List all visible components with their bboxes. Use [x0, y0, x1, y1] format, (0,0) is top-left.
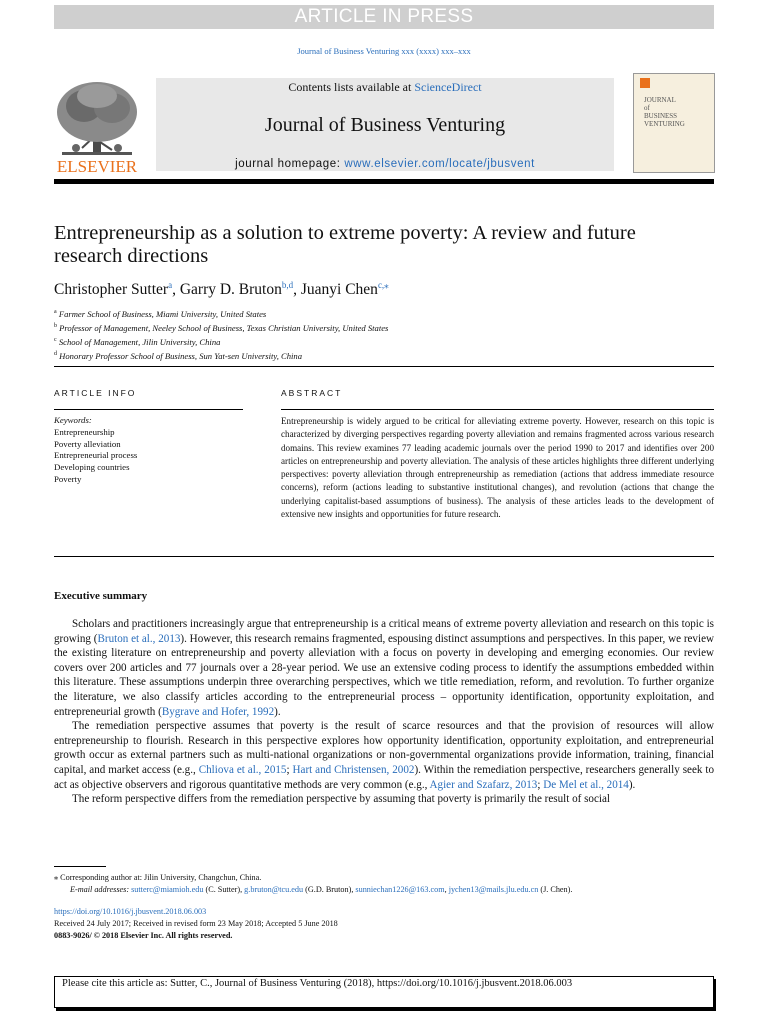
journal-cover-thumbnail[interactable]: JOURNAL of BUSINESS VENTURING — [633, 73, 715, 173]
publication-info — [54, 906, 338, 942]
journal-title: Journal of Business Venturing — [264, 114, 506, 136]
corresponding-author-note: ⁎ Corresponding author at: Jilin University, Changchun, China. — [54, 873, 262, 882]
executive-summary-body — [54, 617, 714, 807]
citation-link[interactable]: Bygrave and Hofer, 1992 — [161, 705, 275, 718]
abstract-text: Entrepreneurship is widely argued to be critical for alleviating extreme poverty. However, research on this topic is characterized by diverging perspectives regarding poverty alleviation and remains fragmented across various research domains. This review examines 77 leading academic journals over the period 1990 to 2017 and identifies over 200 articles on entrepreneurship and poverty alleviation. The analysis of these articles highlights three different underlying perspectives: poverty alleviation through entrepreneurship as remediation (actions that address immediate resource concerns), reform (actions leading to substantive institutional changes), and revolution (actions that change the underlying capitalist-based assumptions of business). The analysis of these articles leads to the development of extensive new insights and opportunities for future research. — [281, 416, 714, 520]
citation-box — [54, 976, 714, 1008]
elsevier-wordmark: ELSEVIER — [56, 157, 138, 176]
citation-link[interactable]: De Mel et al., 2014 — [543, 778, 629, 791]
abstract-rule — [281, 409, 714, 410]
cover-logo-icon — [640, 78, 650, 88]
affiliation: $^b$ Professor of Management, Neeley School of Business, Texas Christian University, United States — [54, 322, 389, 333]
article-title: Entrepreneurship as a solution to extreme poverty: A review and future research directions — [54, 222, 636, 267]
email-link[interactable]: sunniechan1226@163.com — [355, 885, 445, 894]
citation-text: Please cite this article as: Sutter, C., Journal of Business Venturing (2018), https://doi.org/10.1016/j.jbusvent.2018.06.003 — [62, 978, 573, 989]
email-link[interactable]: g.bruton@tcu.edu — [244, 885, 304, 894]
affiliation: $^a$ Farmer School of Business, Miami University, United States — [54, 308, 267, 319]
author-affiliation-sup[interactable]: b,d — [281, 280, 294, 290]
email-link[interactable]: jychen13@mails.jlu.edu.cn — [448, 885, 539, 894]
article-in-press-banner: ARTICLE IN PRESS — [54, 5, 714, 29]
citation-link[interactable]: Agier and Szafarz, 2013 — [429, 778, 538, 791]
journal-citation-link[interactable]: Journal of Business Venturing xxx (xxxx) xxx–xxx — [297, 46, 471, 56]
citation-link[interactable]: Bruton et al., 2013 — [97, 632, 181, 645]
email-addresses: E-mail addresses: sutterc@miamioh.edu (C. Sutter), g.bruton@tcu.edu (G.D. Bruton), sunniechan1226@163.com, jychen13@mails.jlu.edu.cn (J. Chen). — [70, 885, 573, 894]
footnote-rule — [54, 866, 106, 867]
article-info-heading: ARTICLE INFO — [54, 388, 137, 398]
section-divider — [54, 556, 714, 557]
citation-link[interactable]: Chliova et al., 2015 — [198, 763, 287, 776]
abstract-heading: ABSTRACT — [281, 388, 343, 398]
article-info-rule — [54, 409, 243, 410]
author-list: Christopher Sutter$^a$, Garry D. Bruton$^{b,d}$, Juanyi Chen$^{c,⁎}$ — [54, 280, 389, 299]
executive-summary-heading: Executive summary — [54, 590, 148, 602]
affiliation: $^c$ School of Management, Jilin University, China — [54, 336, 221, 347]
keyword: Poverty — [54, 473, 82, 484]
section-divider — [54, 366, 714, 367]
citation-link[interactable]: Hart and Christensen, 2002 — [292, 763, 415, 776]
author-name[interactable]: Christopher Sutter — [54, 281, 169, 299]
author-name[interactable]: Juanyi Chen — [300, 281, 378, 299]
keyword: Developing countries — [54, 462, 130, 473]
keyword: Poverty alleviation — [54, 438, 121, 449]
contents-line: Contents lists available at ScienceDirect — [288, 80, 482, 94]
paragraph: The reform perspective differs from the remediation perspective by assuming that poverty is primarily the result of social — [72, 793, 610, 806]
header-rule — [54, 179, 714, 184]
author-affiliation-sup[interactable]: c,⁎ — [377, 280, 389, 290]
footnotes — [54, 872, 714, 896]
sciencedirect-link[interactable]: ScienceDirect — [414, 80, 482, 94]
paragraph: The remediation perspective assumes that poverty is the result of scarce resources and that the provision of resources will allow entrepreneurship to flourish. Research in this perspective explores how opportunity identification, opportunity exploitation, and entrepreneurial growth occur as external partners such as multi-national organizations or non-governmental organizations provide information, training, financial capital, and market access (e.g., Chliova et al., 2015; Hart and Christensen, 2002). Within the remediation perspective, researchers generally seek to act as objective observers and rigorous quantitative methods are very common (e.g., Agier and Szafarz, 2013; De Mel et al., 2014). — [54, 720, 715, 791]
author-affiliation-sup[interactable]: a — [168, 280, 173, 290]
affiliation-list — [54, 306, 388, 361]
received-dates: Received 24 July 2017; Received in revised form 23 May 2018; Accepted 5 June 2018 — [54, 919, 338, 928]
elsevier-logo[interactable] — [54, 78, 140, 176]
doi-link[interactable]: https://doi.org/10.1016/j.jbusvent.2018.06.003 — [54, 907, 207, 916]
author-name[interactable]: Garry D. Bruton — [179, 281, 282, 299]
affiliation: $^d$ Honorary Professor School of Business, Sun Yat-sen University, China — [54, 350, 303, 361]
journal-header-box — [156, 78, 614, 171]
email-link[interactable]: sutterc@miamioh.edu — [131, 885, 204, 894]
journal-homepage-link[interactable]: www.elsevier.com/locate/jbusvent — [344, 158, 535, 170]
issn-copyright: 0883-9026/ © 2018 Elsevier Inc. All rights reserved. — [54, 931, 233, 940]
journal-homepage-line: journal homepage: www.elsevier.com/locate/jbusvent — [235, 158, 535, 170]
keywords-list — [54, 415, 137, 486]
keywords-label: Keywords: — [54, 415, 92, 425]
keyword: Entrepreneurial process — [54, 450, 138, 461]
keyword: Entrepreneurship — [54, 426, 115, 437]
paragraph: Scholars and practitioners increasingly argue that entrepreneurship is a critical means of extreme poverty alleviation and research on this topic is growing (Bruton et al., 2013). However, this research remains fragmented, espousing distinct assumptions and perspectives. In this paper, we review the existing literature on entrepreneurship and poverty alleviation with a focus on poverty in developing and emerging economies. Our review covers over 200 articles and 77 journals over a 28-year period. We use an extensive coding process to identify the assumptions embedded within this literature. These assumptions underpin three overarching perspectives, which we title remediation, reform, and revolution. To further organize the literature, we also classify articles according to the entrepreneurial process – opportunity identification, opportunity exploitation, and entrepreneurial growth (Bygrave and Hofer, 1992). — [54, 618, 714, 718]
elsevier-tree-icon — [54, 78, 140, 176]
